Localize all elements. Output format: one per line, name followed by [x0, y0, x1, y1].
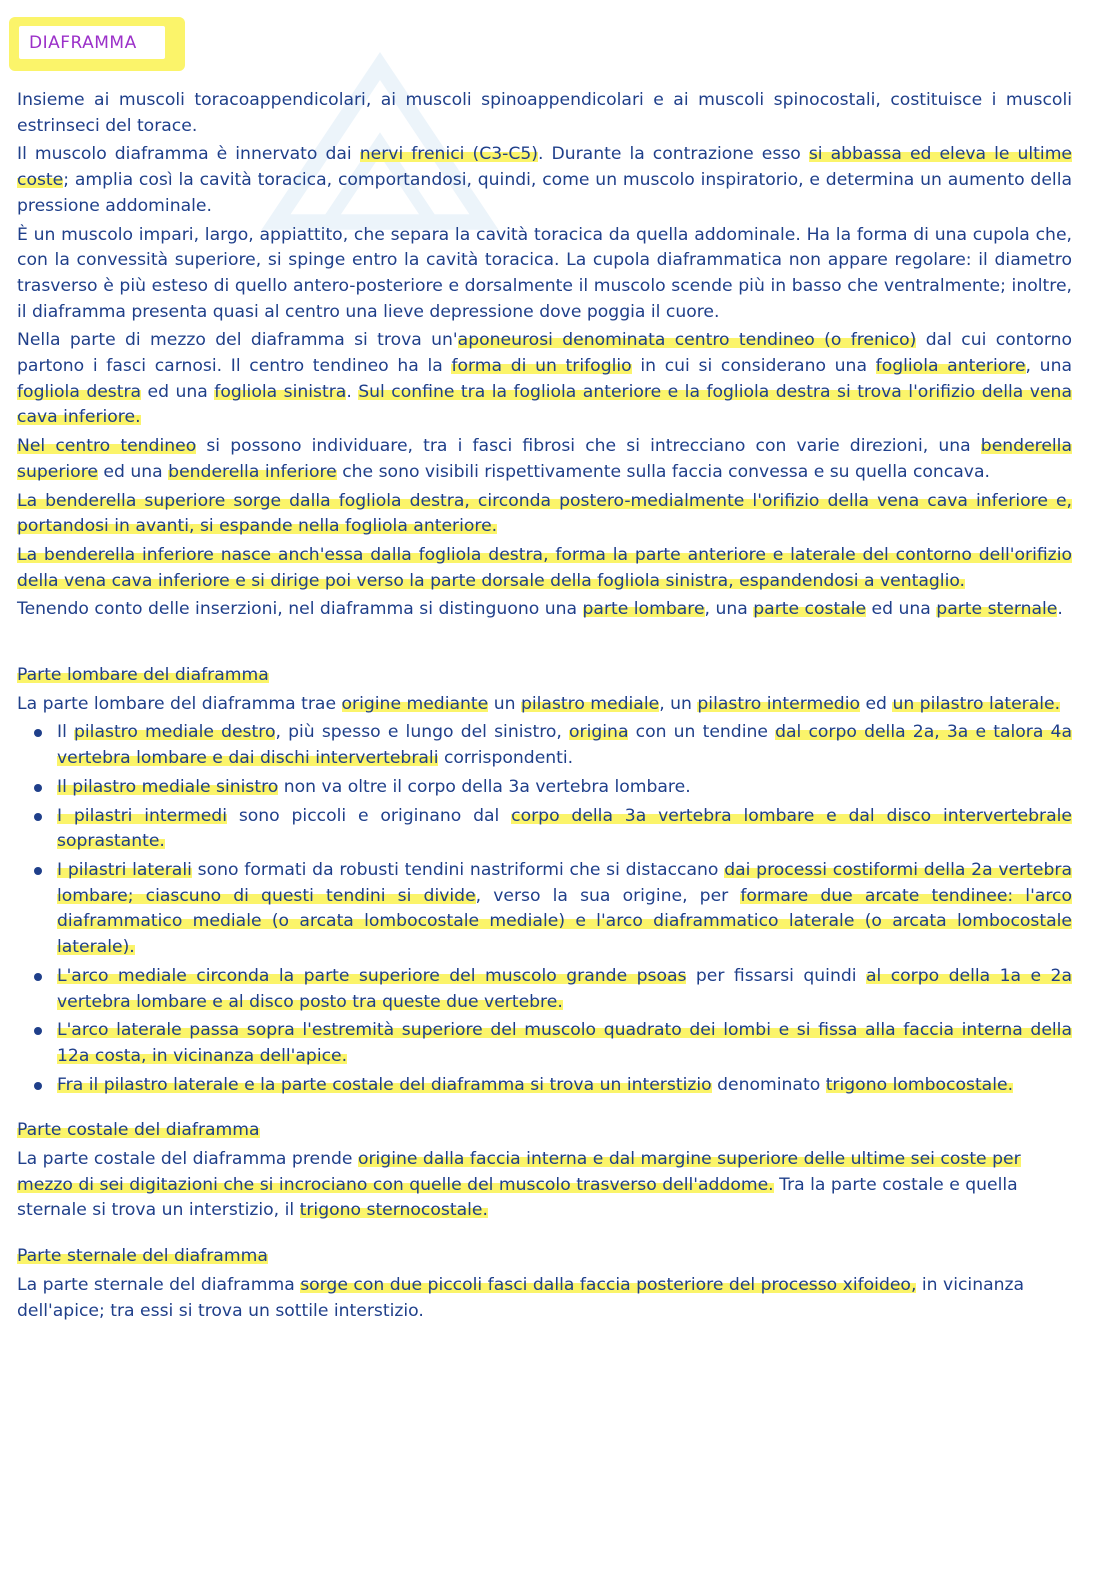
list-item: I pilastri laterali sono formati da robusti tendini nastriformi che si distaccano dai processi costiformi della 2a vertebra lombare; ciascuno di questi tendini si divide, verso la sua origine, per formare due arcate tendinee: l'arco diaframmatico mediale (o arcata lombocostale mediale) e l'arco diaframmatico laterale (o arcata lombocostale laterale). — [57, 858, 1072, 961]
section-text-costale: La parte costale del diaframma prende origine dalla faccia interna e dal margine superiore delle ultime sei coste per mezzo di sei digitazioni che si incrociano con quelle del muscolo trasverso dell'addome. Tra la parte costale e quella sternale si trova un interstizio, il trigono sternocostale. — [17, 1149, 1021, 1221]
section-title-lombare: Parte lombare del diaframma — [17, 665, 269, 686]
section-lead-lombare: La parte lombare del diaframma trae origine mediante un pilastro mediale, un pilastro intermedio ed un pilastro laterale. — [17, 693, 1061, 714]
section-title-sternale: Parte sternale del diaframma — [17, 1246, 268, 1267]
list-item: L'arco laterale passa sopra l'estremità superiore del muscolo quadrato dei lombi e si fissa alla faccia interna della 12a costa, in vicinanza dell'apice. — [57, 1018, 1072, 1069]
list-item: Fra il pilastro laterale e la parte costale del diaframma si trova un interstizio denominato trigono lombocostale. — [57, 1073, 1072, 1099]
intro-paragraph: Il muscolo diaframma è innervato dai nervi frenici (C3-C5). Durante la contrazione esso si abbassa ed eleva le ultime coste; amplia così la cavità toracica, comportandosi, quindi, come un muscolo inspiratorio, e determina un aumento della pressione addominale. — [17, 144, 1073, 216]
list-item: Il pilastro mediale destro, più spesso e lungo del sinistro, origina con un tendine dal corpo della 2a, 3a e talora 4a vertebra lombare e dai dischi intervertebrali corrispondenti. — [57, 720, 1072, 771]
list-item: Il pilastro mediale sinistro non va oltre il corpo della 3a vertebra lombare. — [57, 775, 1072, 801]
intro-paragraph: Nel centro tendineo si possono individuare, tra i fasci fibrosi che si intrecciano con varie direzioni, una benderella superiore ed una benderella inferiore che sono visibili rispettivamente sulla faccia convessa e su quella concava. — [17, 436, 1072, 482]
intro-paragraph: È un muscolo impari, largo, appiattito, che separa la cavità toracica da quella addominale. Ha la forma di una cupola che, con la convessità superiore, si spinge entro la cavità toracica. La cupola diaframmatica non appare regolare: il diametro trasverso è più esteso di quello antero-posteriore e dorsalmente il muscolo scende più in basso che ventralmente; inoltre, il diaframma presenta quasi al centro una lieve depressione dove poggia il cuore. — [17, 224, 1072, 322]
section-title-costale: Parte costale del diaframma — [17, 1120, 260, 1141]
intro-paragraph: La benderella superiore sorge dalla fogliola destra, circonda postero-medialmente l'orifizio della vena cava inferiore e, portandosi in avanti, si espande nella fogliola anteriore. — [17, 490, 1072, 537]
intro-paragraph: Nella parte di mezzo del diaframma si trova un'aponeurosi denominata centro tendineo (o frenico) dal cui contorno partono i fasci carnosi. Il centro tendineo ha la forma di un trifoglio in cui si considerano una fogliola anteriore, una fogliola destra ed una fogliola sinistra. Sul confine tra la fogliola anteriore e la fogliola destra si trova l'orifizio della vena cava inferiore. — [17, 330, 1073, 428]
intro-paragraph: Tenendo conto delle inserzioni, nel diaframma si distinguono una parte lombare, una parte costale ed una parte sternale. — [17, 599, 1063, 620]
main-content — [17, 88, 1072, 1327]
list-item: I pilastri intermedi sono piccoli e originano dal corpo della 3a vertebra lombare e dal disco intervertebrale soprastante. — [57, 804, 1072, 855]
section-text-sternale: La parte sternale del diaframma sorge con due piccoli fasci dalla faccia posteriore del processo xifoideo, in vicinanza dell'apice; tra essi si trova un sottile interstizio. — [17, 1274, 1025, 1321]
list-item: L'arco mediale circonda la parte superiore del muscolo grande psoas per fissarsi quindi al corpo della 1a e 2a vertebra lombare e al disco posto tra queste due vertebre. — [57, 964, 1072, 1015]
lombare-bullet-list — [17, 720, 1072, 1098]
intro-paragraph: Insieme ai muscoli toracoappendicolari, ai muscoli spinoappendicolari e ai muscoli spinocostali, costituisce i muscoli estrinseci del torace. — [17, 90, 1072, 136]
title-highlight-box — [9, 17, 185, 71]
page-title: DIAFRAMMA — [19, 26, 165, 59]
intro-paragraph: La benderella inferiore nasce anch'essa dalla fogliola destra, forma la parte anteriore e laterale del contorno dell'orifizio della vena cava inferiore e si dirige poi verso la parte dorsale della fogliola sinistra, espandendosi a ventaglio. — [17, 544, 1072, 591]
